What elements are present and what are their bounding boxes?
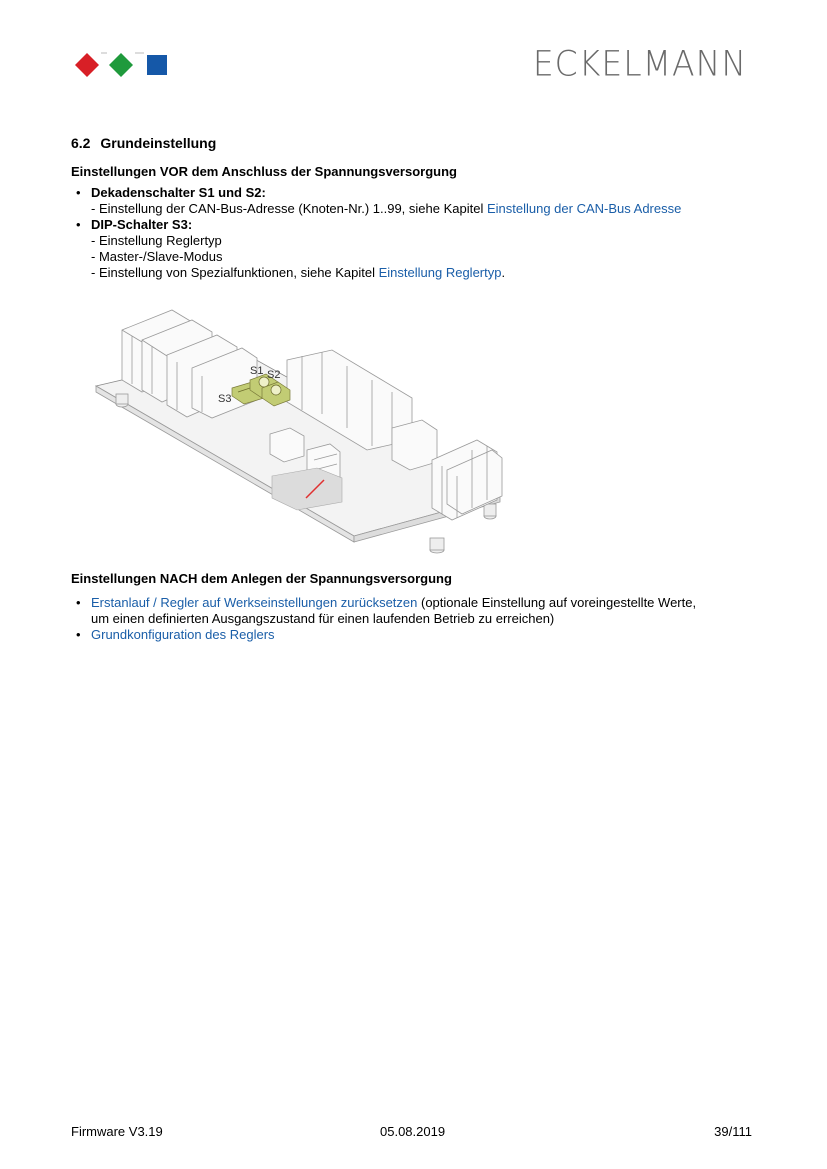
controller-board-diagram xyxy=(92,300,512,570)
section-number: 6.2 xyxy=(71,135,91,151)
punctuation: . xyxy=(501,265,506,280)
link-can-bus-adresse[interactable]: Einstellung der CAN-Bus Adresse xyxy=(486,201,682,216)
label-s1: S1 xyxy=(250,365,264,377)
list-item xyxy=(71,595,696,611)
item-title: Dekadenschalter S1 und S2: xyxy=(91,185,266,200)
footer-firmware: Firmware V3.19 xyxy=(71,1124,163,1139)
item-title: DIP-Schalter S3: xyxy=(91,217,193,232)
before-list xyxy=(71,185,681,281)
detail-text: - Master-/Slave-Modus xyxy=(91,249,223,264)
link-reglertyp[interactable]: Einstellung Reglertyp xyxy=(378,265,502,280)
detail-text: - Einstellung der CAN-Bus-Adresse (Knoten-Nr.) 1..99, siehe Kapitel xyxy=(91,201,487,216)
label-s2: S2 xyxy=(267,369,281,381)
detail-text: - Einstellung Reglertyp xyxy=(91,233,222,248)
after-heading: Einstellungen NACH dem Anlegen der Spannungsversorgung xyxy=(71,571,452,586)
eckelmann-logo-mark xyxy=(74,52,169,78)
link-erstanlauf[interactable]: Erstanlauf / Regler auf Werkseinstellungen zurücksetzen xyxy=(91,595,418,610)
logo-blue-square xyxy=(147,55,167,75)
list-item xyxy=(71,627,696,643)
detail-text: - Einstellung von Spezialfunktionen, siehe Kapitel xyxy=(91,265,379,280)
list-item xyxy=(71,185,681,201)
footer-page-number: 39/111 xyxy=(714,1124,752,1139)
before-heading: Einstellungen VOR dem Anschluss der Spannungsversorgung xyxy=(71,164,457,179)
section-title xyxy=(71,135,216,151)
connector-footprint xyxy=(272,468,342,510)
footer-date: 05.08.2019 xyxy=(380,1124,446,1139)
label-s3: S3 xyxy=(218,393,232,405)
item-text: (optionale Einstellung auf voreingestellte Werte, xyxy=(417,595,697,610)
list-item xyxy=(71,217,681,233)
list-item-detail xyxy=(71,201,681,217)
brand-wordmark: ECKELMANN xyxy=(532,43,747,84)
after-list xyxy=(71,595,696,643)
item-text: um einen definierten Ausgangszustand für einen laufenden Betrieb zu erreichen) xyxy=(91,611,555,626)
link-grundkonfiguration[interactable]: Grundkonfiguration des Reglers xyxy=(91,627,275,642)
section-title-text: Grundeinstellung xyxy=(100,135,217,151)
list-item-detail xyxy=(71,265,681,281)
